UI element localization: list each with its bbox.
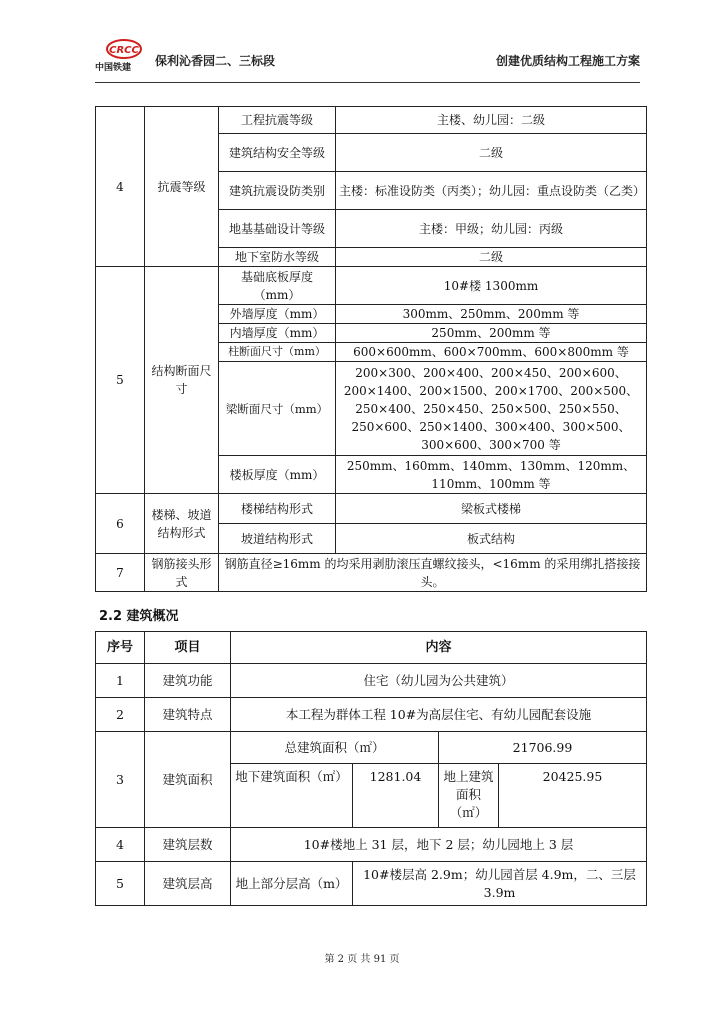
content-cell: 10#楼层高 2.9m；幼儿园首层 4.9m，二、三层 3.9m	[353, 862, 647, 906]
item-label: 基础底板厚度（mm）	[219, 267, 336, 305]
item-label: 内墙厚度（mm）	[219, 324, 336, 343]
item-content: 250mm、160mm、140mm、130mm、120mm、110mm、100mm 等	[336, 456, 647, 494]
item-label: 外墙厚度（mm）	[219, 305, 336, 324]
project-name: 保利沁香园二、三标段	[155, 54, 276, 68]
item-content: 600×600mm、600×700mm、600×800mm 等	[336, 343, 647, 362]
table-row	[96, 698, 647, 732]
item-label: 建筑抗震设防类别	[219, 172, 336, 210]
category-cell: 结构断面尺寸	[145, 267, 219, 494]
table-row	[96, 267, 647, 305]
table-row	[96, 828, 647, 862]
column-header: 项目	[145, 632, 231, 664]
row-number: 6	[96, 494, 145, 554]
crcc-logo-icon	[105, 38, 143, 60]
logo-text: 中国铁建	[95, 63, 132, 73]
building-overview-table	[95, 631, 647, 906]
item-cell: 建筑面积	[145, 732, 231, 828]
table-row	[96, 862, 647, 906]
item-label: 楼板厚度（mm）	[219, 456, 336, 494]
table-row	[96, 107, 647, 134]
page-header	[95, 34, 640, 83]
item-content: 钢筋直径≥16mm 的均采用剥肋滚压直螺纹接头，<16mm 的采用绑扎搭接接头。	[219, 554, 647, 592]
table-row	[96, 732, 647, 764]
item-label: 坡道结构形式	[219, 524, 336, 554]
page-footer: 第 2 页 共 91 页	[324, 954, 400, 965]
item-label: 地基基础设计等级	[219, 210, 336, 248]
item-label: 柱断面尺寸（mm）	[219, 343, 336, 362]
table-row	[96, 554, 647, 592]
aboveground-area-label: 地上建筑面积（㎡）	[439, 764, 499, 828]
total-area-value: 21706.99	[439, 732, 647, 764]
total-area-label: 总建筑面积（㎡）	[231, 732, 439, 764]
document-title: 创建优质结构工程施工方案	[495, 54, 640, 68]
underground-area-value: 1281.04	[353, 764, 439, 828]
item-content: 250mm、200mm 等	[336, 324, 647, 343]
row-number: 2	[96, 698, 145, 732]
item-content: 板式结构	[336, 524, 647, 554]
item-label: 工程抗震等级	[219, 107, 336, 134]
svg-text:CRCC: CRCC	[109, 45, 139, 56]
row-number: 7	[96, 554, 145, 592]
column-header: 序号	[96, 632, 145, 664]
item-cell: 建筑特点	[145, 698, 231, 732]
item-content: 主楼、幼儿园：二级	[336, 107, 647, 134]
table-header-row	[96, 632, 647, 664]
structure-table	[95, 106, 647, 592]
sub-label-cell: 地上部分层高（m）	[231, 862, 353, 906]
item-content: 主楼：甲级；幼儿园：丙级	[336, 210, 647, 248]
column-header: 内容	[231, 632, 647, 664]
item-label: 梁断面尺寸（mm）	[219, 362, 336, 456]
item-label: 楼梯结构形式	[219, 494, 336, 524]
item-content: 二级	[336, 248, 647, 267]
row-number: 4	[96, 828, 145, 862]
row-number: 4	[96, 107, 145, 267]
underground-area-label: 地下建筑面积（㎡）	[231, 764, 353, 828]
item-label: 建筑结构安全等级	[219, 134, 336, 172]
content-cell: 10#楼地上 31 层，地下 2 层；幼儿园地上 3 层	[231, 828, 647, 862]
item-cell: 建筑层高	[145, 862, 231, 906]
item-cell: 建筑层数	[145, 828, 231, 862]
item-content: 10#楼 1300mm	[336, 267, 647, 305]
row-number: 3	[96, 732, 145, 828]
item-cell: 建筑功能	[145, 664, 231, 698]
item-content: 200×300、200×400、200×450、200×600、200×1400、200×1500、200×1700、200×500、250×400、250×450、250×500、250×550、250×600、250×1400、300×400、300×500、300×600、300×700 等	[336, 362, 647, 456]
category-cell: 钢筋接头形式	[145, 554, 219, 592]
content-cell: 本工程为群体工程 10#为高层住宅、有幼儿园配套设施	[231, 698, 647, 732]
aboveground-area-value: 20425.95	[499, 764, 647, 828]
category-cell: 抗震等级	[145, 107, 219, 267]
item-content: 梁板式楼梯	[336, 494, 647, 524]
category-cell: 楼梯、坡道 结构形式	[145, 494, 219, 554]
content-cell: 住宅（幼儿园为公共建筑）	[231, 664, 647, 698]
table-row	[96, 664, 647, 698]
table-row	[96, 494, 647, 524]
item-label: 地下室防水等级	[219, 248, 336, 267]
section-title: 2.2 建筑概况	[99, 609, 179, 624]
row-number: 5	[96, 267, 145, 494]
item-content: 主楼：标准设防类（丙类）；幼儿园：重点设防类（乙类）	[336, 172, 647, 210]
row-number: 1	[96, 664, 145, 698]
item-content: 300mm、250mm、200mm 等	[336, 305, 647, 324]
row-number: 5	[96, 862, 145, 906]
item-content: 二级	[336, 134, 647, 172]
